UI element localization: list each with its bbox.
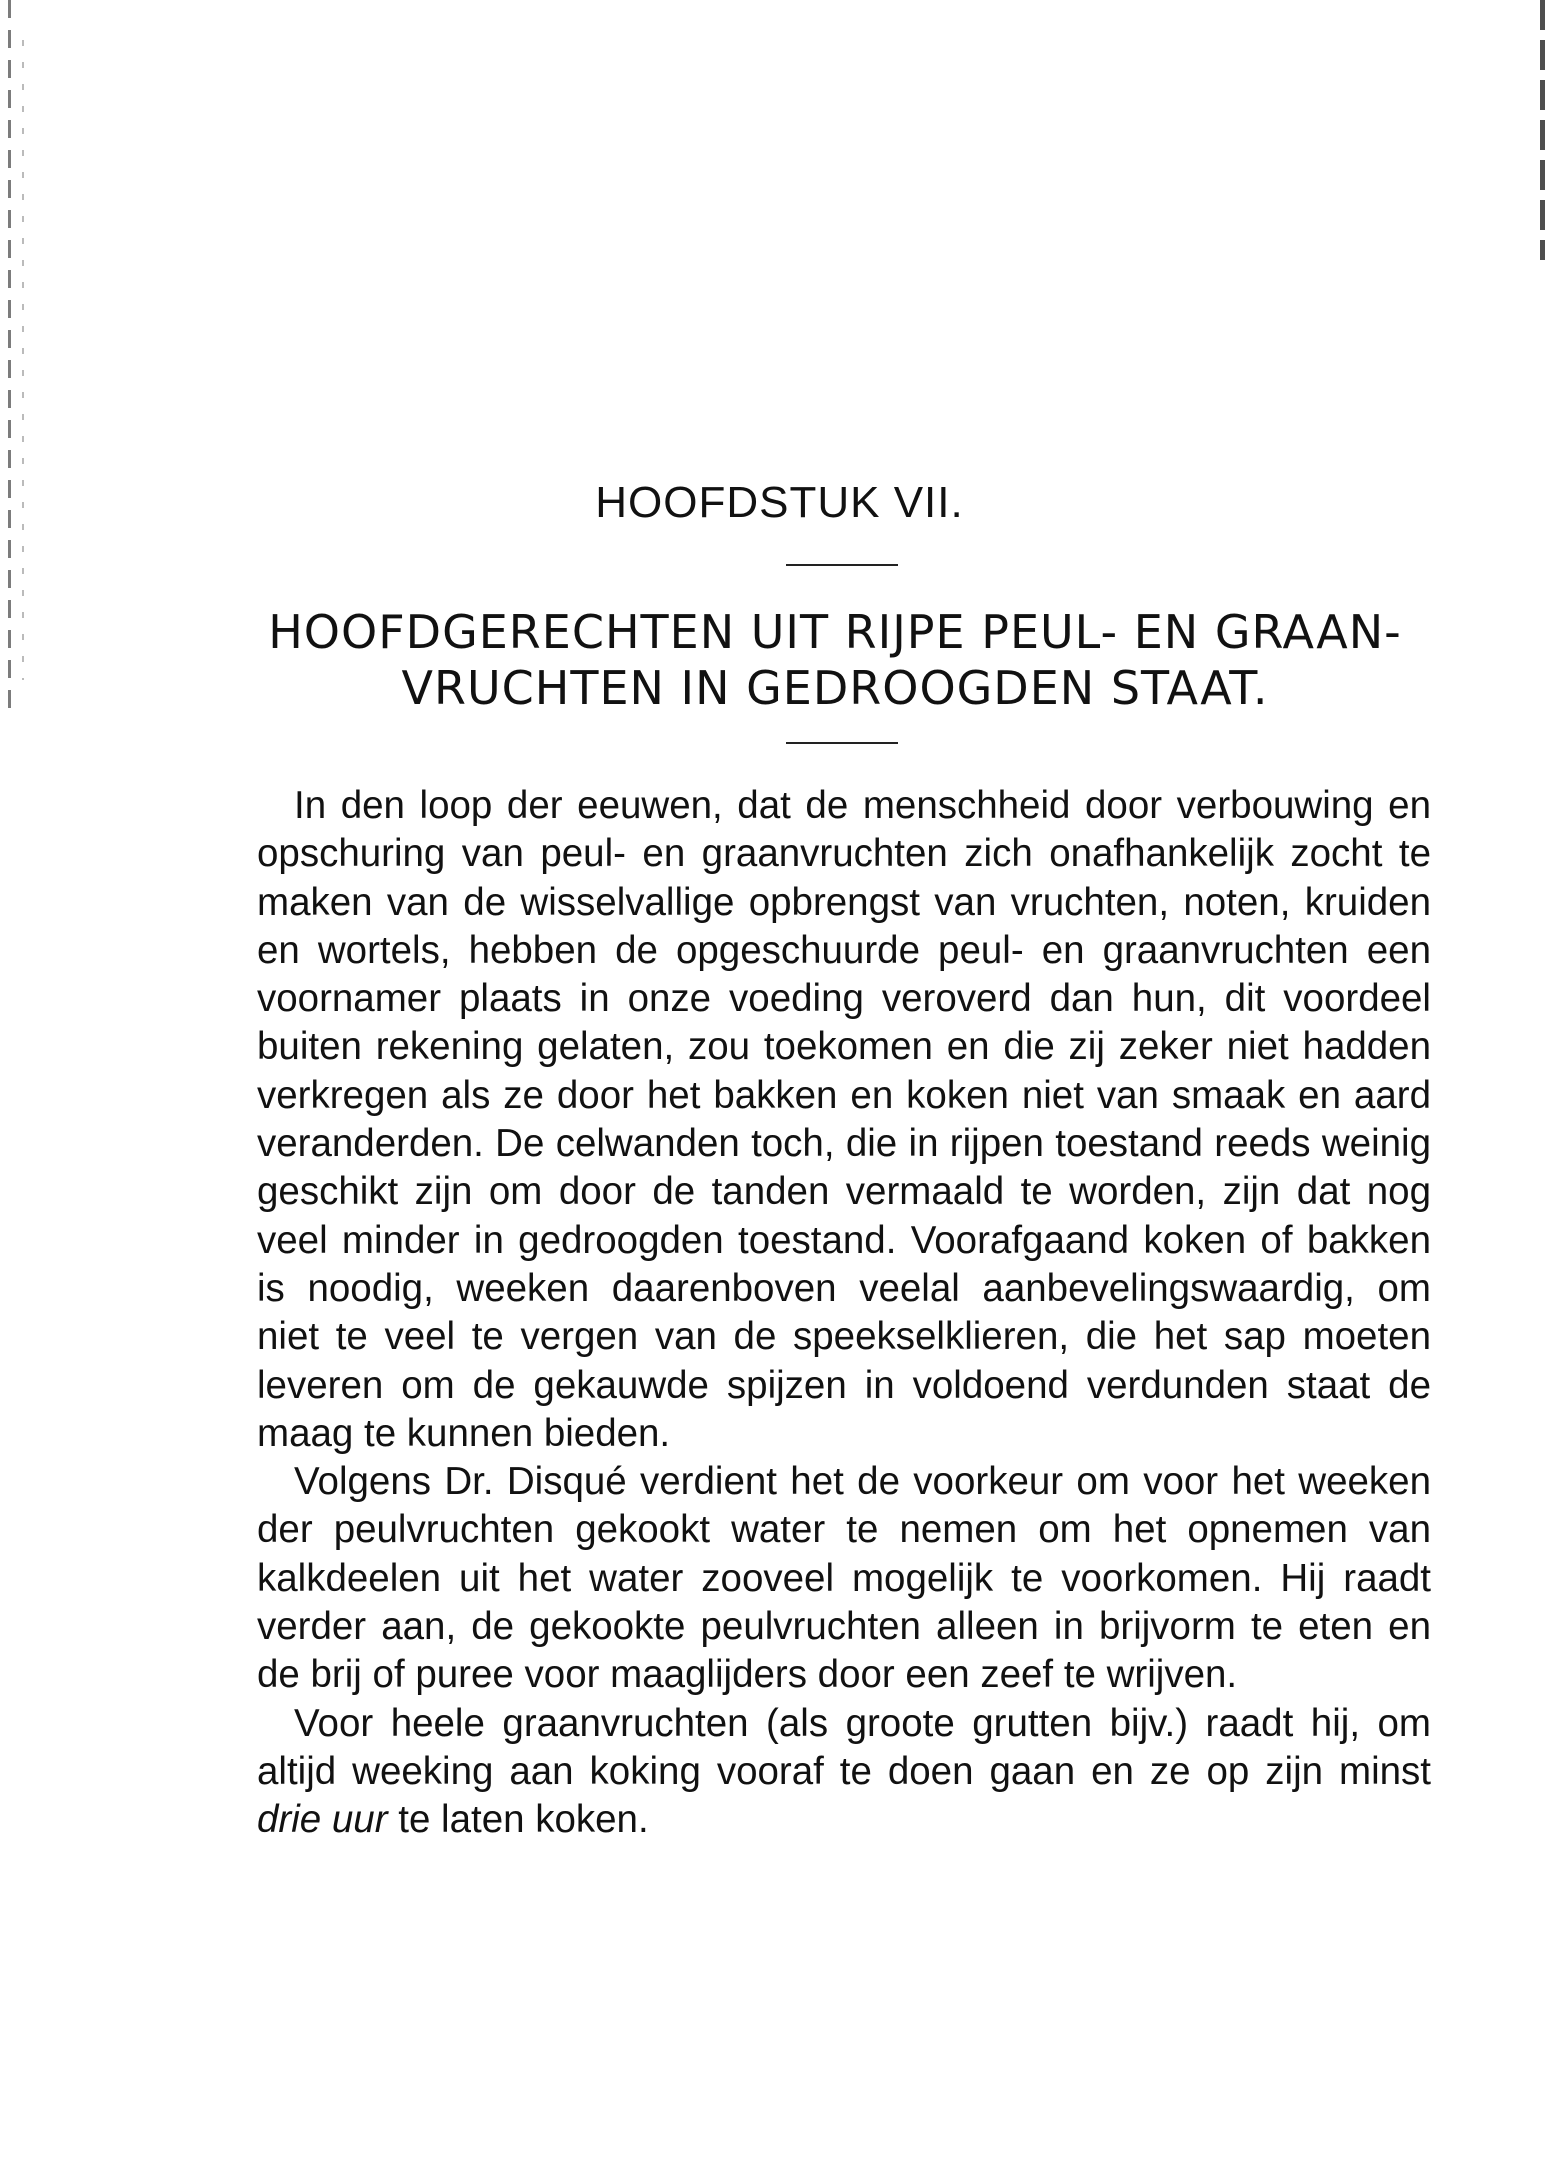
paragraph-3-before: Voor heele graanvruchten (als groote grutten bijv.) raadt hij, om altijd weeking aan koking vooraf te doen gaan en ze op zijn minst (257, 1701, 1431, 1793)
paragraph-1: In den loop der eeuwen, dat de menschheid door verbouwing en opschuring van peul- en graanvruchten zich onafhankelijk zocht te maken van de wisselvallige opbrengst van vruchten, noten, kruiden en wortels, hebben de opgeschuurde peul- en graanvruchten een voornamer plaats in onze voeding veroverd dan hun, dit voordeel buiten rekening gelaten, zou toekomen en die zij zeker niet hadden verkregen als ze door het bakken en koken niet van smaak en aard veranderden. De celwanden toch, die in rijpen toestand reeds weinig geschikt zijn om door de tanden vermaald te worden, zijn dat nog veel minder in gedroogden toestand. Voorafgaand koken of bakken is noodig, weeken daarenboven veelal aanbevelingswaardig, om niet te veel te vergen van de speekselklieren, die het sap moeten leveren om de gekauwde spijzen in voldoend verdunden staat de maag te kunnen bieden. (257, 784, 1431, 1455)
paragraph-3 (257, 1700, 1431, 1845)
paragraph-3-emphasis: drie uur (257, 1798, 388, 1842)
chapter-label: HOOFDSTUK VII. (595, 478, 964, 527)
scan-edge-right (1540, 0, 1545, 260)
chapter-rule-top (786, 564, 898, 566)
body-text (257, 782, 1431, 1845)
scan-edge-left-inner (22, 40, 24, 680)
paragraph-3-after: te laten koken. (398, 1798, 649, 1842)
chapter-rule-bottom (786, 742, 898, 744)
paragraph-2: Volgens Dr. Disqué verdient het de voorkeur om voor het weeken der peulvruchten gekookt water te nemen om het opnemen van kalkdeelen uit het water zooveel mogelijk te voorkomen. Hij raadt verder aan, de gekookte peulvruchten alleen in brijvorm te eten en de brij of puree voor maaglijders door een zeef te wrijven. (257, 1460, 1431, 1697)
scan-edge-left (8, 0, 11, 720)
chapter-title (240, 604, 1430, 716)
chapter-title-line-2: VRUCHTEN IN GEDROOGDEN STAAT. (401, 661, 1269, 715)
chapter-title-line-1: HOOFDGERECHTEN UIT RIJPE PEUL- EN GRAAN- (268, 605, 1402, 659)
